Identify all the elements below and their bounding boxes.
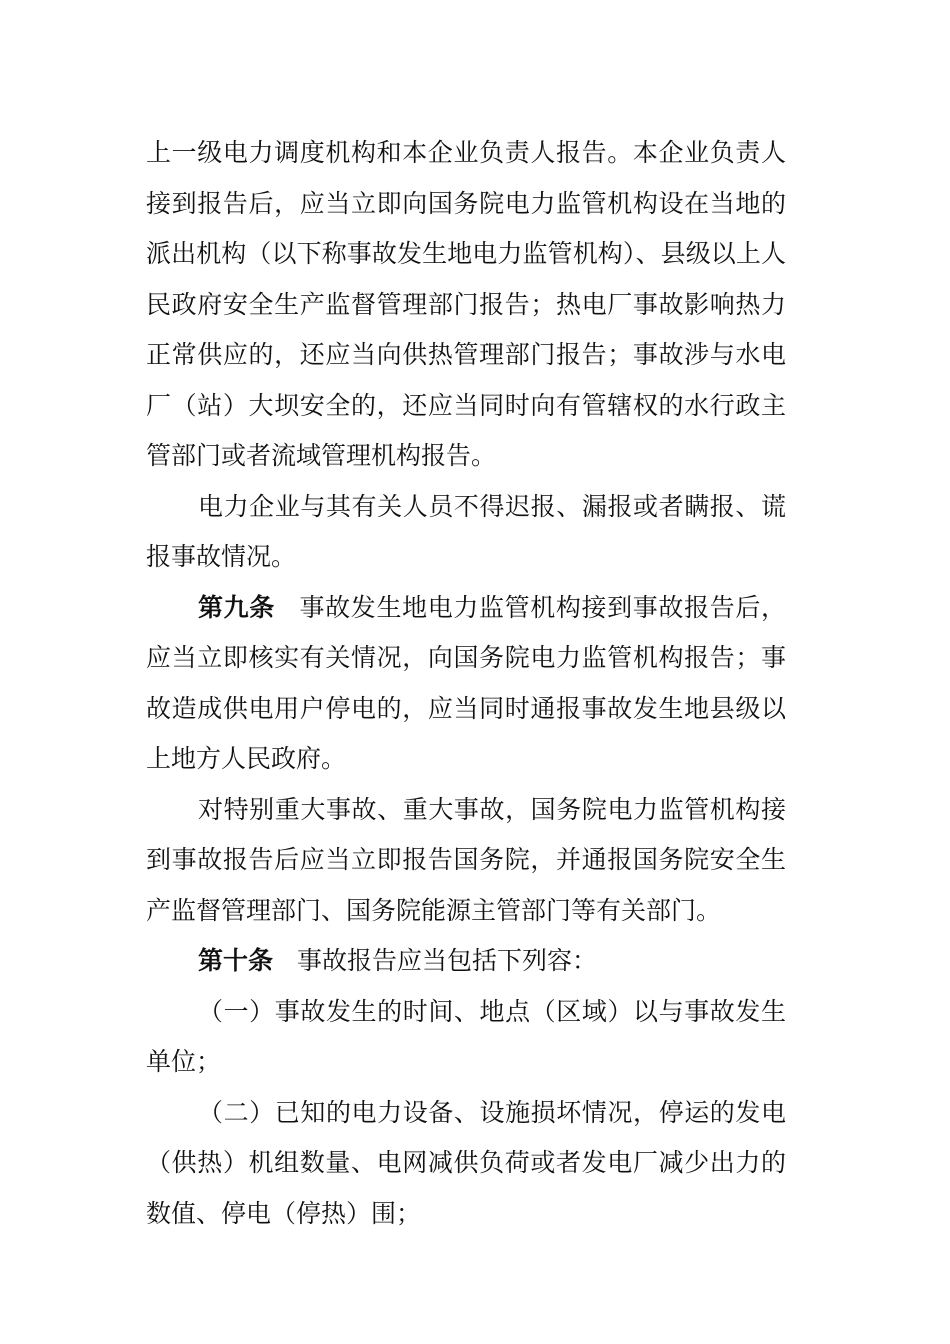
- list-item-1: （一）事故发生的时间、地点（区域）以与事故发生单位；: [146, 996, 786, 1076]
- article-9-text: 事故发生地电力监管机构接到事故报告后，应当立即核实有关情况，向国务院电力监管机构报告；事故造成供电用户停电的，应当同时通报事故发生地县级以上地方人民政府。: [146, 592, 786, 773]
- list-item-2: （二）已知的电力设备、设施损坏情况，停运的发电（供热）机组数量、电网减供负荷或者发电厂减少出力的数值、停电（停热）围；: [146, 1097, 786, 1228]
- paragraph-no-delay-reporting: 电力企业与其有关人员不得迟报、漏报或者瞒报、谎报事故情况。: [146, 491, 786, 571]
- document-body: [146, 128, 786, 1239]
- paragraph-reporting-chain: 上一级电力调度机构和本企业负责人报告。本企业负责人接到报告后，应当立即向国务院电力监管机构设在当地的派出机构（以下称事故发生地电力监管机构）、县级以上人民政府安全生产监督管理部门报告；热电厂事故影响热力正常供应的，还应当向供热管理部门报告；事故涉与水电厂（站）大坝安全的，还应当同时向有管辖权的水行政主管部门或者流域管理机构报告。: [146, 138, 786, 470]
- article-10-heading: 第十条: [198, 946, 274, 975]
- article-10: [146, 936, 786, 987]
- article-10-text: 事故报告应当包括下列容：: [297, 946, 598, 975]
- article-9-heading: 第九条: [198, 592, 275, 622]
- article-9: [146, 583, 786, 785]
- paragraph-major-accidents: 对特别重大事故、重大事故，国务院电力监管机构接到事故报告后应当立即报告国务院，并通报国务院安全生产监督管理部门、国务院能源主管部门等有关部门。: [146, 794, 786, 925]
